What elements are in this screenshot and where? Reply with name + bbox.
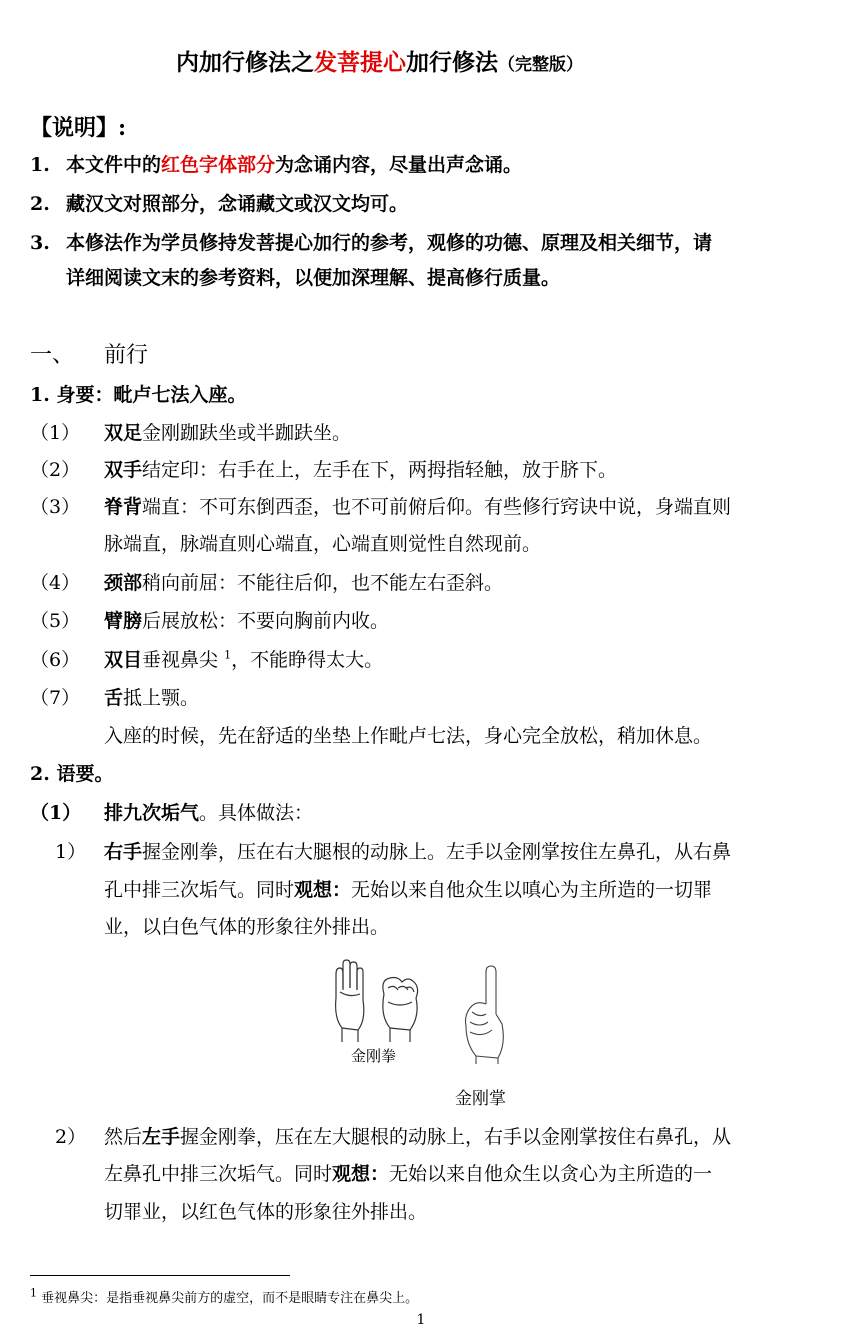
posture-item-6-text-after: ，不能睁得太大。 [231, 649, 384, 671]
vajra-fist-hands-illustration [328, 958, 424, 1044]
posture-item-6-text: 垂视鼻尖 [142, 649, 219, 671]
posture-item-5 [104, 609, 389, 633]
step-2-num: 2） [55, 1126, 87, 1148]
step-1-num: 1） [55, 841, 87, 863]
posture-item-2-text: 结定印：右手在上，左手在下，两拇指轻触，放于脐下。 [142, 459, 618, 481]
step-1-text2a: 孔中排三次垢气。同时 [104, 879, 295, 901]
note-item-3-line1: 本修法作为学员修持发菩提心加行的参考，观修的功德、原理及相关细节，请 [66, 232, 713, 254]
posture-item-2 [104, 458, 617, 482]
speech-sub [104, 801, 313, 825]
note-item-2: 藏汉文对照部分，念诵藏文或汉文均可。 [66, 193, 409, 215]
step-1-text1: 握金刚拳，压在右大腿根的动脉上。左手以金刚掌按住左鼻孔，从右鼻 [142, 841, 732, 863]
page-title [176, 48, 583, 80]
title-highlight: 发菩提心 [314, 49, 406, 76]
note-item-3-num: 3. [30, 232, 50, 254]
note-item-1-pre: 本文件中的 [66, 154, 162, 176]
posture-item-5-key: 臂膀 [104, 610, 143, 632]
posture-item-1-text: 金刚跏趺坐或半跏趺坐。 [142, 422, 352, 444]
step-1-line1 [104, 840, 731, 864]
title-part-3: 加行修法 [406, 49, 498, 76]
posture-item-1 [104, 421, 351, 445]
posture-item-3-num: （3） [30, 496, 81, 518]
speech-sub-num: （1） [30, 802, 82, 824]
posture-item-7-text: 抵上颚。 [123, 687, 200, 709]
posture-item-4-text: 稍向前屈：不能往后仰，也不能左右歪斜。 [142, 572, 504, 594]
vajra-palm-hand-illustration [456, 964, 510, 1064]
posture-item-7-num: （7） [30, 687, 81, 709]
step-1-line2 [104, 878, 712, 902]
note-item-1-post: 为念诵内容，尽量出声念诵。 [275, 154, 523, 176]
section-title: 前行 [104, 343, 149, 368]
note-item-2-num: 2. [30, 193, 50, 215]
notes-heading: 【说明】: [30, 115, 127, 141]
note-item-1-red: 红色字体部分 [161, 154, 276, 176]
step-1-key2: 观想： [294, 879, 352, 901]
posture-item-5-num: （5） [30, 610, 81, 632]
posture-item-3 [104, 495, 731, 519]
footnote-divider [30, 1275, 290, 1276]
posture-item-2-num: （2） [30, 459, 81, 481]
footnote [30, 1286, 419, 1308]
step-2-key2: 观想： [332, 1163, 390, 1185]
step-2-text2a: 左鼻孔中排三次垢气。同时 [104, 1163, 333, 1185]
vajra-palm-label: 金刚掌 [455, 1089, 506, 1109]
step-2-text2b: 无始以来自他众生以贪心为主所造的一 [389, 1163, 713, 1185]
posture-item-2-key: 双手 [104, 459, 143, 481]
step-2-key: 左手 [142, 1126, 181, 1148]
speech-heading: 2. 语要。 [30, 763, 114, 785]
posture-closing: 入座的时候，先在舒适的坐垫上作毗卢七法，身心完全放松，稍加休息。 [104, 725, 713, 747]
note-item-1-num: 1. [30, 154, 50, 176]
posture-item-4 [104, 571, 503, 595]
posture-item-6-key: 双目 [104, 649, 143, 671]
posture-item-7-key: 舌 [104, 687, 124, 709]
step-2-pre: 然后 [104, 1126, 143, 1148]
posture-item-6-num: （6） [30, 649, 81, 671]
step-1-text2b: 无始以来自他众生以嗔心为主所造的一切罪 [351, 879, 713, 901]
posture-item-7 [104, 686, 199, 710]
step-1-line3: 业，以白色气体的形象往外排出。 [104, 916, 390, 938]
footnote-mark: 1 [30, 1286, 37, 1300]
note-item-3-line2: 详细阅读文末的参考资料，以便加深理解、提高修行质量。 [66, 267, 561, 289]
posture-item-3-text: 端直：不可东倒西歪，也不可前俯后仰。有些修行窍诀中说，身端直则 [142, 496, 732, 518]
footnote-text: 垂视鼻尖：是指垂视鼻尖前方的虚空，而不是眼睛专注在鼻尖上。 [41, 1291, 419, 1306]
page-number: 1 [416, 1312, 426, 1328]
title-suffix: （完整版） [498, 55, 583, 75]
body-posture-heading: 1. 身要：毗卢七法入座。 [30, 384, 247, 406]
step-2-text1: 握金刚拳，压在左大腿根的动脉上，右手以金刚掌按住右鼻孔，从 [180, 1126, 732, 1148]
footnote-ref[interactable]: 1 [224, 648, 232, 662]
posture-item-3-line2: 脉端直，脉端直则心端直，心端直则觉性自然现前。 [104, 533, 542, 555]
step-2-line2 [104, 1162, 712, 1186]
posture-item-6 [104, 648, 383, 672]
note-item-1 [66, 153, 522, 177]
speech-sub-key: 排九次垢气 [104, 802, 200, 824]
step-1-key: 右手 [104, 841, 143, 863]
step-2-line1 [104, 1125, 731, 1149]
posture-item-1-num: （1） [30, 422, 81, 444]
posture-item-4-num: （4） [30, 572, 81, 594]
posture-item-4-key: 颈部 [104, 572, 143, 594]
vajra-fist-label: 金刚拳 [351, 1047, 397, 1065]
speech-sub-text: 。具体做法： [199, 802, 314, 824]
section-number: 一、 [30, 343, 75, 368]
posture-item-3-key: 脊背 [104, 496, 143, 518]
posture-item-5-text: 后展放松：不要向胸前内收。 [142, 610, 390, 632]
step-2-line3: 切罪业，以红色气体的形象往外排出。 [104, 1201, 428, 1223]
title-part-1: 内加行修法之 [176, 49, 314, 76]
posture-item-1-key: 双足 [104, 422, 143, 444]
